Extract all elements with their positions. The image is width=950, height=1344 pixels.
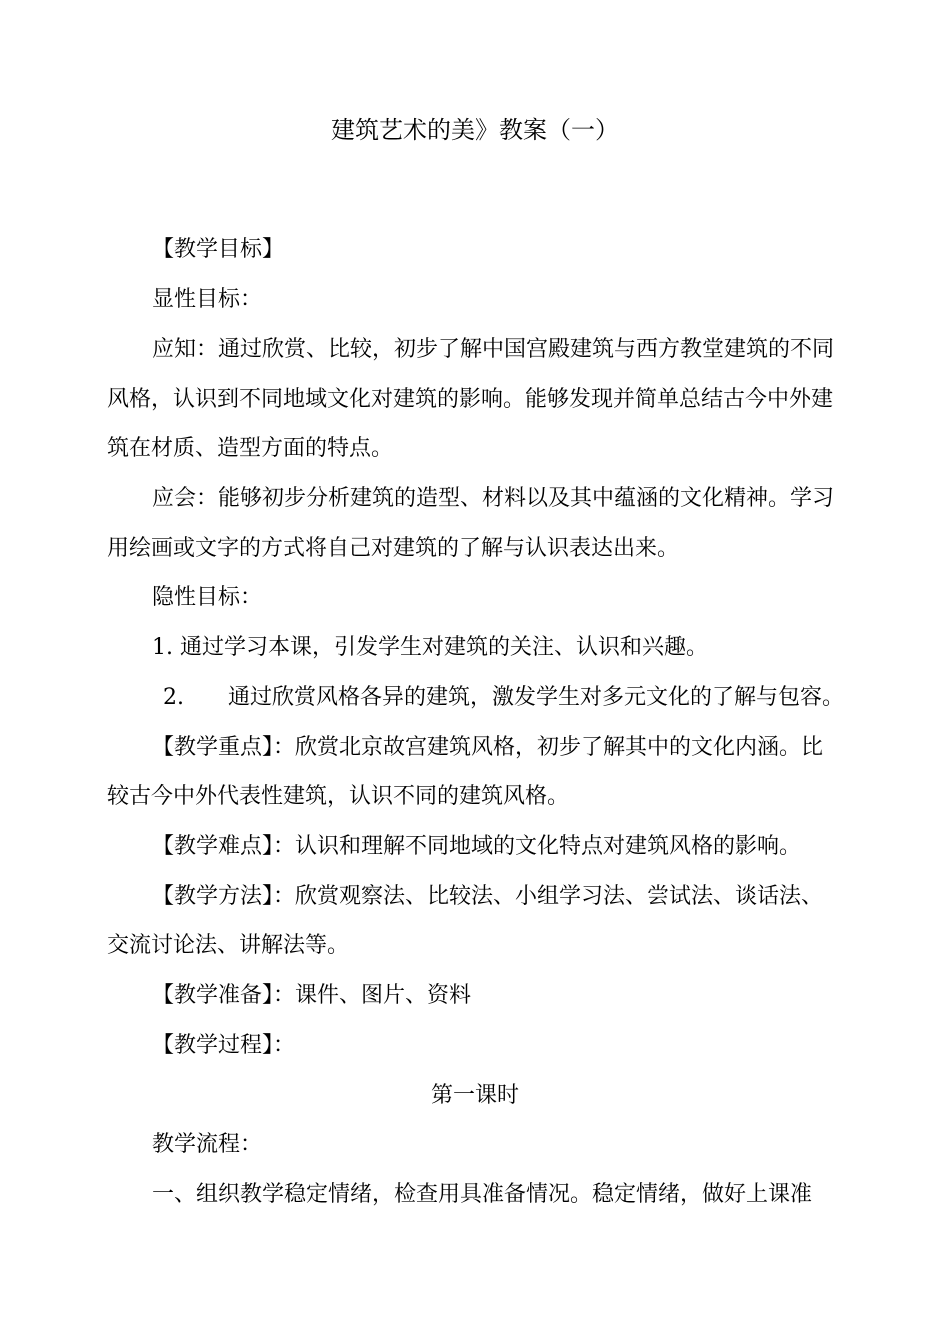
subheading-implicit-objectives: 隐性目标： [152, 585, 263, 610]
paragraph-line: 用绘画或文字的方式将自己对建筑的了解与认识表达出来。 [107, 536, 680, 561]
list-item: 2. 通过欣赏风格各异的建筑，激发学生对多元文化的了解与包容。 [163, 685, 844, 710]
section-heading-objectives: 【教学目标】 [152, 237, 285, 262]
lesson-period-heading: 第一课时 [430, 1083, 519, 1108]
paragraph-line: 【教学难点】：认识和理解不同地域的文化特点对建筑风格的影响。 [152, 834, 802, 859]
document-title: 建筑艺术的美》教案（一） [331, 116, 619, 144]
paragraph-line: 筑在材质、造型方面的特点。 [107, 436, 394, 461]
paragraph-line: 应会：能够初步分析建筑的造型、材料以及其中蕴涵的文化精神。学习 [152, 486, 835, 511]
paragraph-line: 【教学准备】：课件、图片、资料 [152, 983, 472, 1008]
subheading-teaching-flow: 教学流程： [152, 1132, 263, 1157]
paragraph-line: 【教学方法】：欣赏观察法、比较法、小组学习法、尝试法、谈话法、 [152, 884, 824, 909]
paragraph-line: 交流讨论法、讲解法等。 [107, 933, 350, 958]
section-heading-process: 【教学过程】： [152, 1033, 296, 1058]
paragraph-line: 一、组织教学稳定情绪，检查用具准备情况。稳定情绪，做好上课准 [152, 1182, 813, 1207]
list-item: 1. 通过学习本课，引发学生对建筑的关注、认识和兴趣。 [152, 635, 708, 660]
paragraph-line: 应知：通过欣赏、比较，初步了解中国宫殿建筑与西方教堂建筑的不同 [152, 337, 835, 362]
paragraph-line: 风格，认识到不同地域文化对建筑的影响。能够发现并简单总结古今中外建 [107, 387, 834, 412]
subheading-explicit-objectives: 显性目标： [152, 287, 263, 312]
paragraph-line: 【教学重点】：欣赏北京故宫建筑风格，初步了解其中的文化内涵。比 [152, 735, 824, 760]
paragraph-line: 较古今中外代表性建筑，认识不同的建筑风格。 [107, 784, 570, 809]
